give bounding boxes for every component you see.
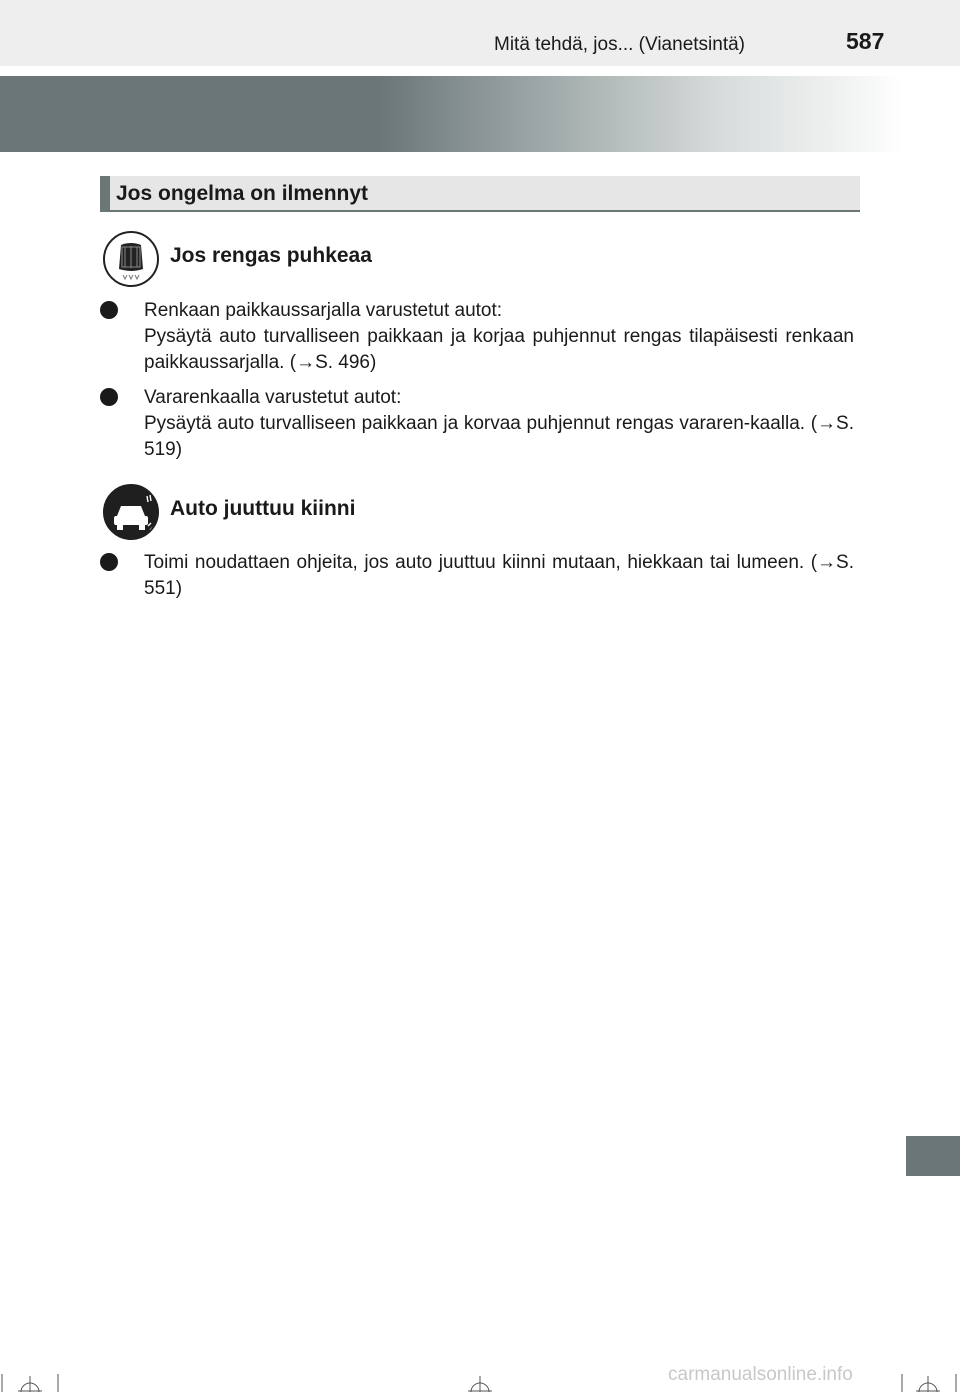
crop-mark-icon: [450, 1372, 510, 1392]
bullet-icon: [100, 301, 118, 319]
list-item: [100, 385, 854, 463]
chapter-title: Mitä tehdä, jos... (Vianetsintä): [494, 34, 745, 55]
watermark: carmanualsonline.info: [668, 1364, 853, 1385]
page-number: 587: [846, 28, 885, 54]
list-item: [100, 298, 854, 376]
header-banner: [0, 76, 904, 152]
crop-mark-icon: [0, 1372, 60, 1392]
bullet-icon: [100, 388, 118, 406]
bullet-body: Toimi noudattaen ohjeita, jos auto juuttuu kiinni mutaan, hiekkaan tai lumeen. (→S. 551): [144, 552, 854, 599]
topic-heading-flat-tire: Jos rengas puhkeaa: [170, 244, 372, 267]
flat-tire-icon: [103, 231, 159, 287]
car-stuck-icon: [103, 484, 159, 540]
bullet-body: Pysäytä auto turvalliseen paikkaan ja korjaa puhjennut rengas tilapäisesti renkaan paikkaussarjalla. (→S. 496): [144, 326, 854, 373]
bullet-body: Pysäytä auto turvalliseen paikkaan ja korvaa puhjennut rengas vararen-kaalla. (→S. 519): [144, 413, 854, 460]
topic-heading-car-stuck: Auto juuttuu kiinni: [170, 497, 356, 520]
section-title: Jos ongelma on ilmennyt: [116, 182, 369, 205]
list-item: [100, 550, 854, 602]
chapter-side-tab: [906, 1136, 960, 1176]
bullet-icon: [100, 553, 118, 571]
bullet-lead: Vararenkaalla varustetut autot:: [144, 387, 402, 408]
crop-mark-icon: [900, 1372, 960, 1392]
bullet-lead: Renkaan paikkaussarjalla varustetut autot:: [144, 300, 503, 321]
page-header: [0, 0, 960, 66]
